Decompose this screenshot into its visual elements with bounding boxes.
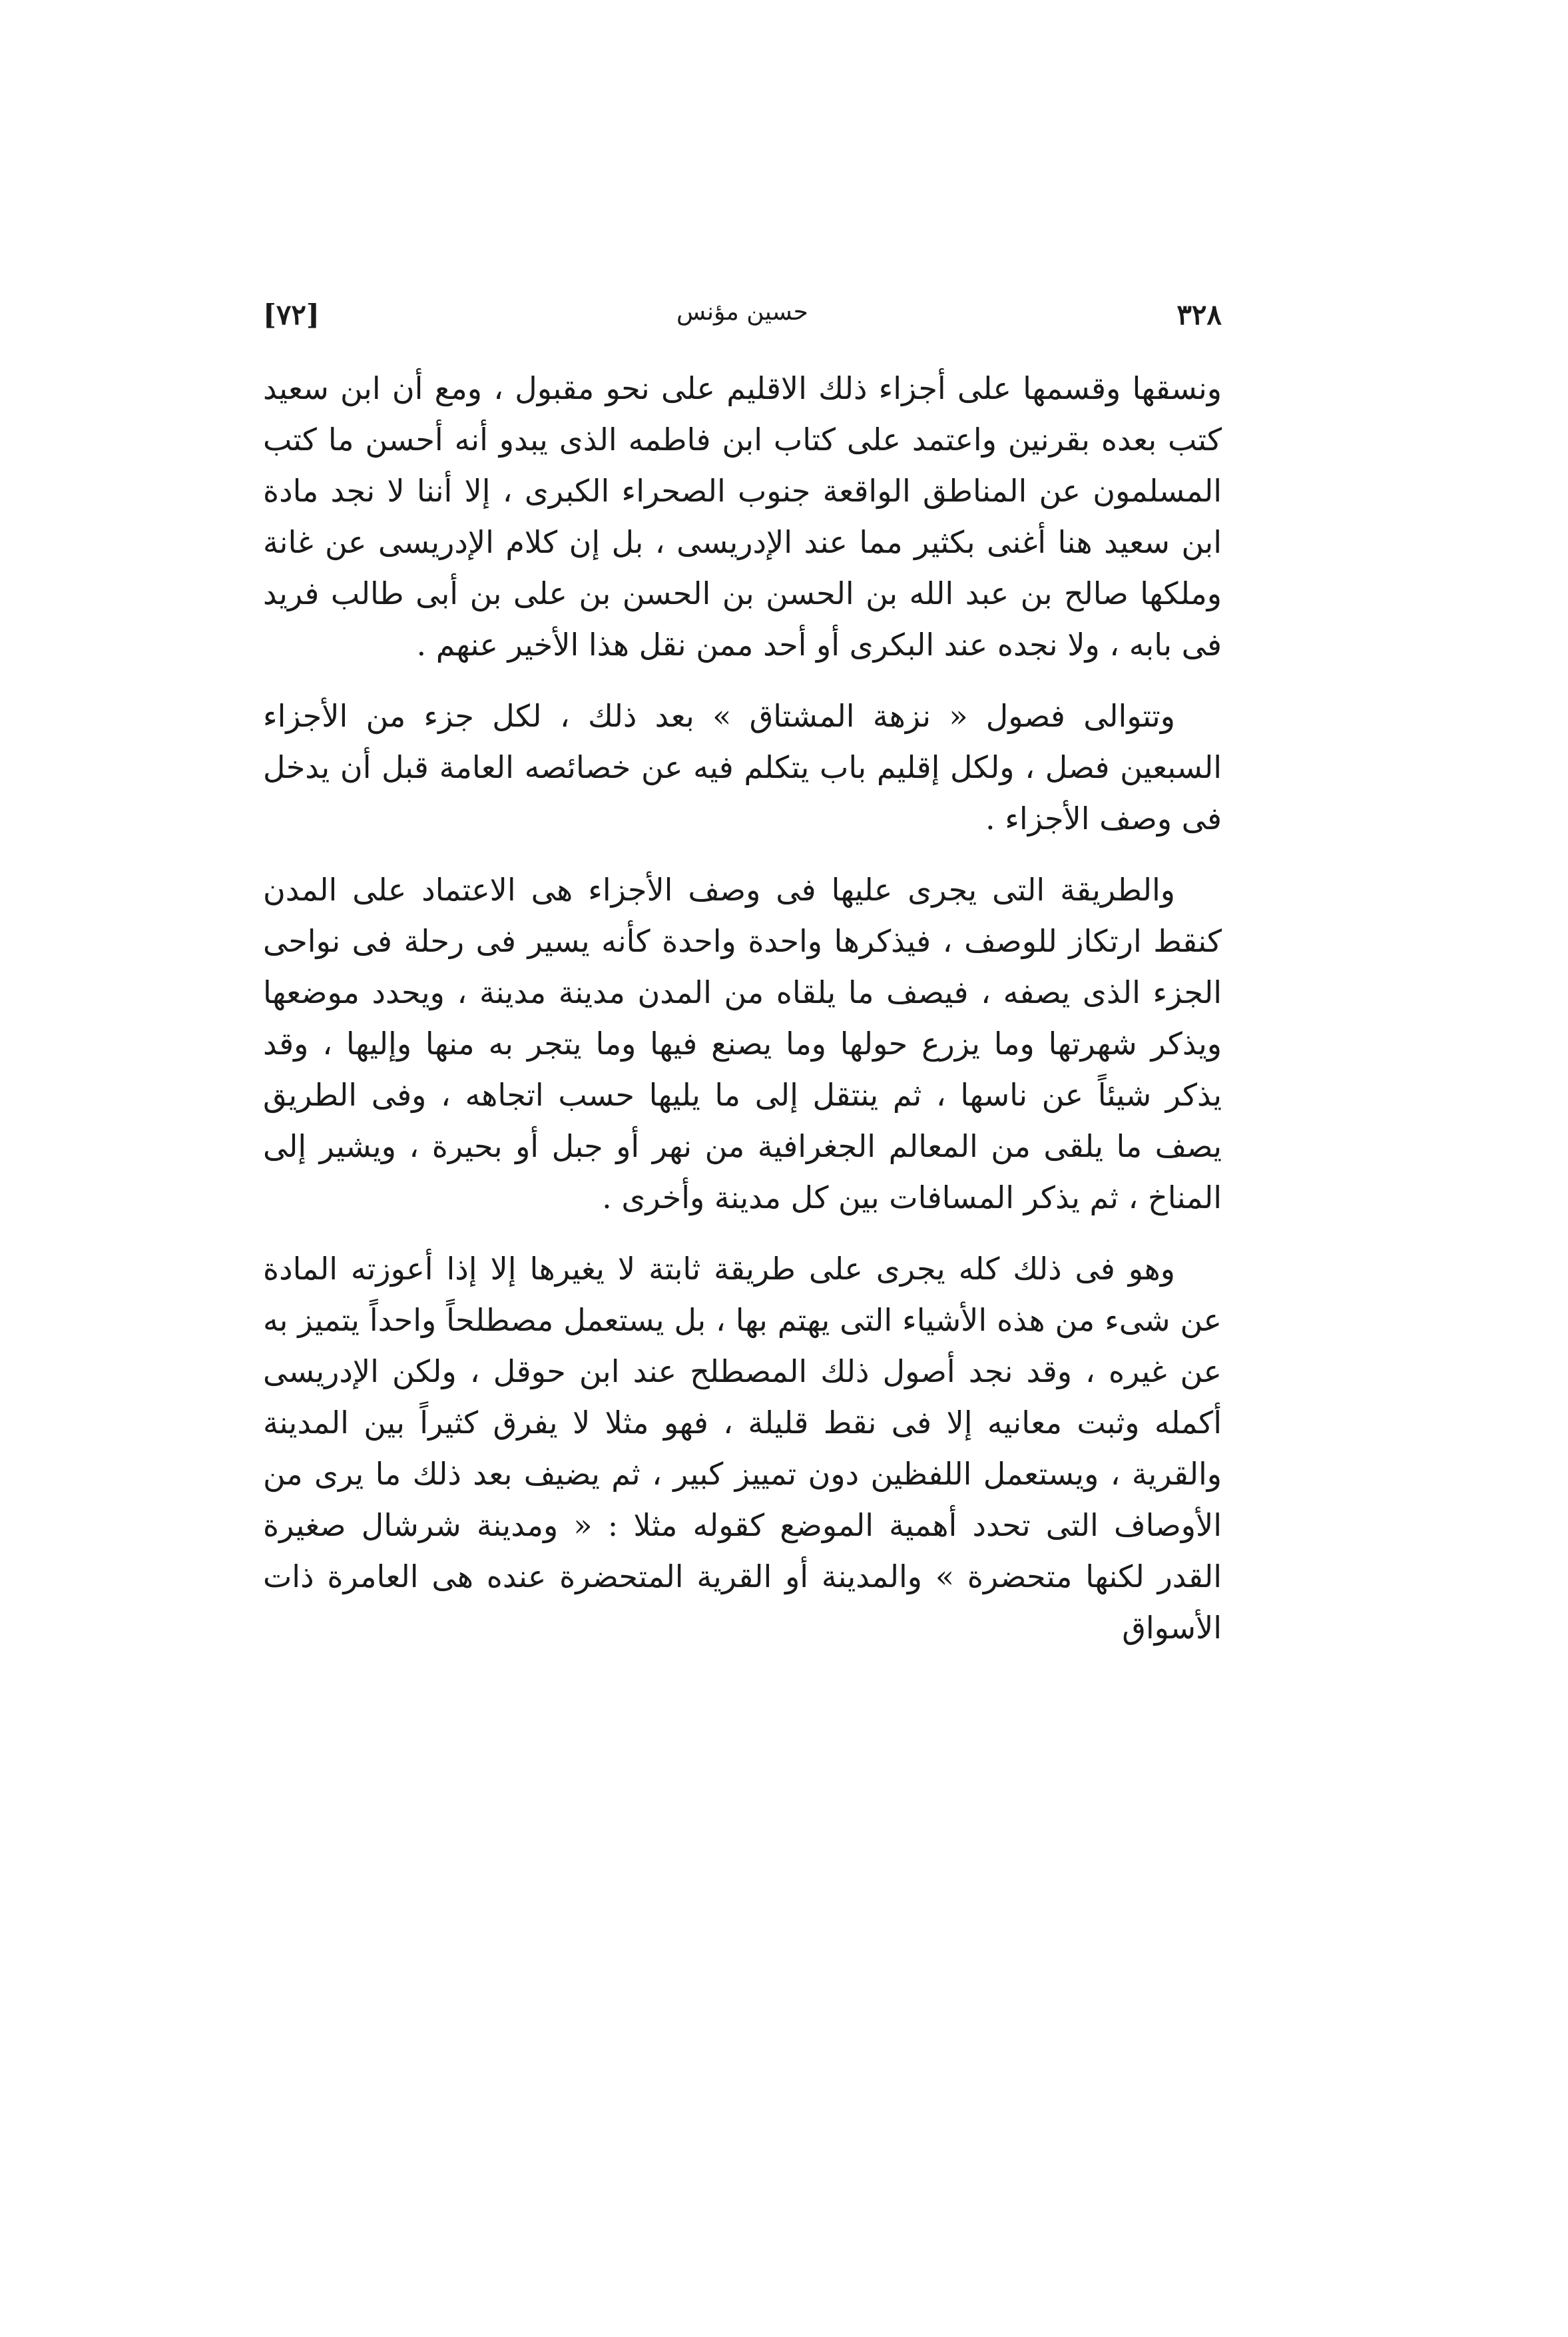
folio-reference: [٧٢] [263,298,320,331]
page-number: ٣٢٨ [1176,298,1222,331]
paragraph-1: ونسقها وقسمها على أجزاء ذلك الاقليم على نحو مقبول ، ومع أن ابن سعيد كتب بعده بقرنين واعتمد على كتاب ابن فاطمه الذى يبدو أنه أحسن ما كتب المسلمون عن المناطق الواقعة جنوب الصحراء الكبرى ، إلا أننا لا نجد مادة ابن سعيد هنا أغنى بكثير مما عند الإدريسى ، بل إن كلام الإدريسى عن غانة وملكها صالح بن عبد الله بن الحسن بن الحسن بن على بن أبى طالب فريد فى بابه ، ولا نجده عند البكرى أو أحد ممن نقل هذا الأخير عنهم . [263,370,1222,663]
body-text [263,363,1222,1674]
paragraph-4: وهو فى ذلك كله يجرى على طريقة ثابتة لا يغيرها إلا إذا أعوزته المادة عن شىء من هذه الأشياء التى يهتم بها ، بل يستعمل مصطلحاً واحداً يتميز به عن غيره ، وقد نجد أصول ذلك المصطلح عند ابن حوقل ، ولكن الإدريسى أكمله وثبت معانيه إلا فى نقط قليلة ، فهو مثلا لا يفرق كثيراً بين المدينة والقرية ، ويستعمل اللفظين دون تمييز كبير ، ثم يضيف بعد ذلك ما يرى من الأوصاف التى تحدد أهمية الموضع كقوله مثلا : « ومدينة شرشال صغيرة القدر لكنها متحضرة » والمدينة أو القرية المتحضرة عنده هى العامرة ذات الأسواق [263,1251,1222,1646]
page-header [263,286,1222,340]
paragraph-2: وتتوالى فصول « نزهة المشتاق » بعد ذلك ، لكل جزء من الأجزاء السبعين فصل ، ولكل إقليم باب يتكلم فيه عن خصائصه العامة قبل أن يدخل فى وصف الأجزاء . [263,698,1222,836]
paragraph-3: والطريقة التى يجرى عليها فى وصف الأجزاء هى الاعتماد على المدن كنقط ارتكاز للوصف ، فيذكرها واحدة واحدة كأنه يسير فى رحلة فى نواحى الجزء الذى يصفه ، فيصف ما يلقاه من المدن مدينة مدينة ، ويحدد موضعها ويذكر شهرتها وما يزرع حولها وما يصنع فيها وما يتجر به منها وإليها ، وقد يذكر شيئاً عن ناسها ، ثم ينتقل إلى ما يليها حسب اتجاهه ، وفى الطريق يصف ما يلقى من المعالم الجغرافية من نهر أو جبل أو بحيرة ، ويشير إلى المناخ ، ثم يذكر المسافات بين كل مدينة وأخرى . [263,872,1222,1215]
running-title: حسين مؤنس [676,298,808,326]
